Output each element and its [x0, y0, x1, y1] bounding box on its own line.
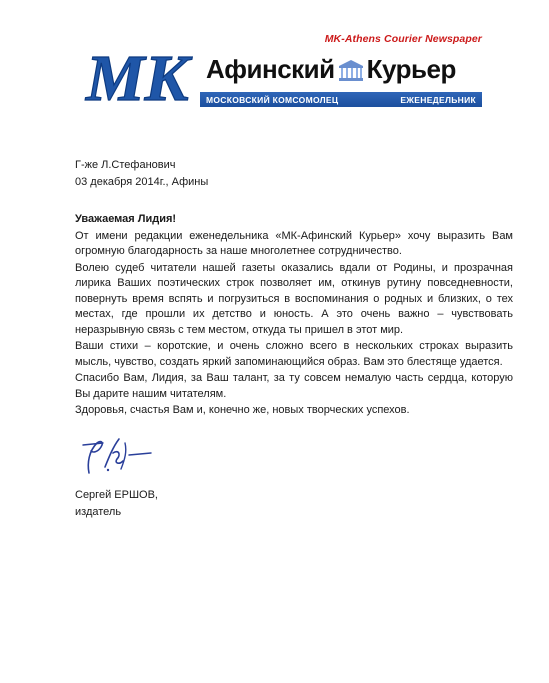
title-part-2: Курьер — [366, 54, 456, 84]
letter-date: 03 декабря 2014г., Афины — [75, 176, 209, 188]
signer-name: Сергей ЕРШОВ, — [75, 489, 158, 501]
masthead-tagline: MK-Athens Courier Newspaper — [324, 33, 482, 45]
paragraph: Ваши стихи – коротские, и очень сложно всего в нескольких строках выразить мысль, чувство, создать яркий запоминающийся образ. Вам это блестяще удается. — [75, 340, 513, 368]
salutation: Уважаемая Лидия! — [75, 213, 177, 225]
signer-block — [75, 487, 158, 521]
handwritten-signature — [75, 433, 155, 479]
paragraph: Волею судеб читатели нашей газеты оказались вдали от Родины, и прозрачная лирика Ваших поэтических строк позволяет им, откинув рутину повседневности, повернуть время вспять и погрузиться в воспоминания о родных и близких, о тех местах, где прошли их детство и юность. А это очень важно – чувствовать неразрывную связь с тем местом, откуда ты пришел в этот мир. — [75, 261, 513, 336]
bar-right-text: ЕЖЕНЕДЕЛЬНИК — [400, 94, 476, 105]
title-part-1: Афинский — [206, 54, 335, 84]
bar-left-text: МОСКОВСКИЙ КОМСОМОЛЕЦ — [206, 94, 339, 105]
recipient-name: Г-же Л.Стефанович — [75, 159, 176, 171]
paragraph: Здоровья, счастья Вам и, конечно же, новых творческих успехов. — [75, 404, 410, 416]
mk-logo-text: MK — [86, 42, 189, 110]
masthead-subtitle-bar — [200, 92, 482, 107]
signer-role: издатель — [75, 506, 122, 518]
letter-body — [75, 212, 513, 420]
masthead-title — [206, 54, 456, 85]
paragraph: Спасибо Вам, Лидия, за Ваш талант, за ту совсем немалую часть сердца, которую Вы дарите нашим читателям. — [75, 372, 513, 400]
recipient-block — [75, 157, 208, 191]
newspaper-masthead — [82, 30, 482, 114]
parthenon-icon — [338, 59, 364, 81]
paragraph: От имени редакции еженедельника «МК-Афинский Курьер» хочу выразить Вам огромную благодарность за наше многолетнее сотрудничество. — [75, 229, 513, 257]
mk-logo — [82, 40, 212, 110]
